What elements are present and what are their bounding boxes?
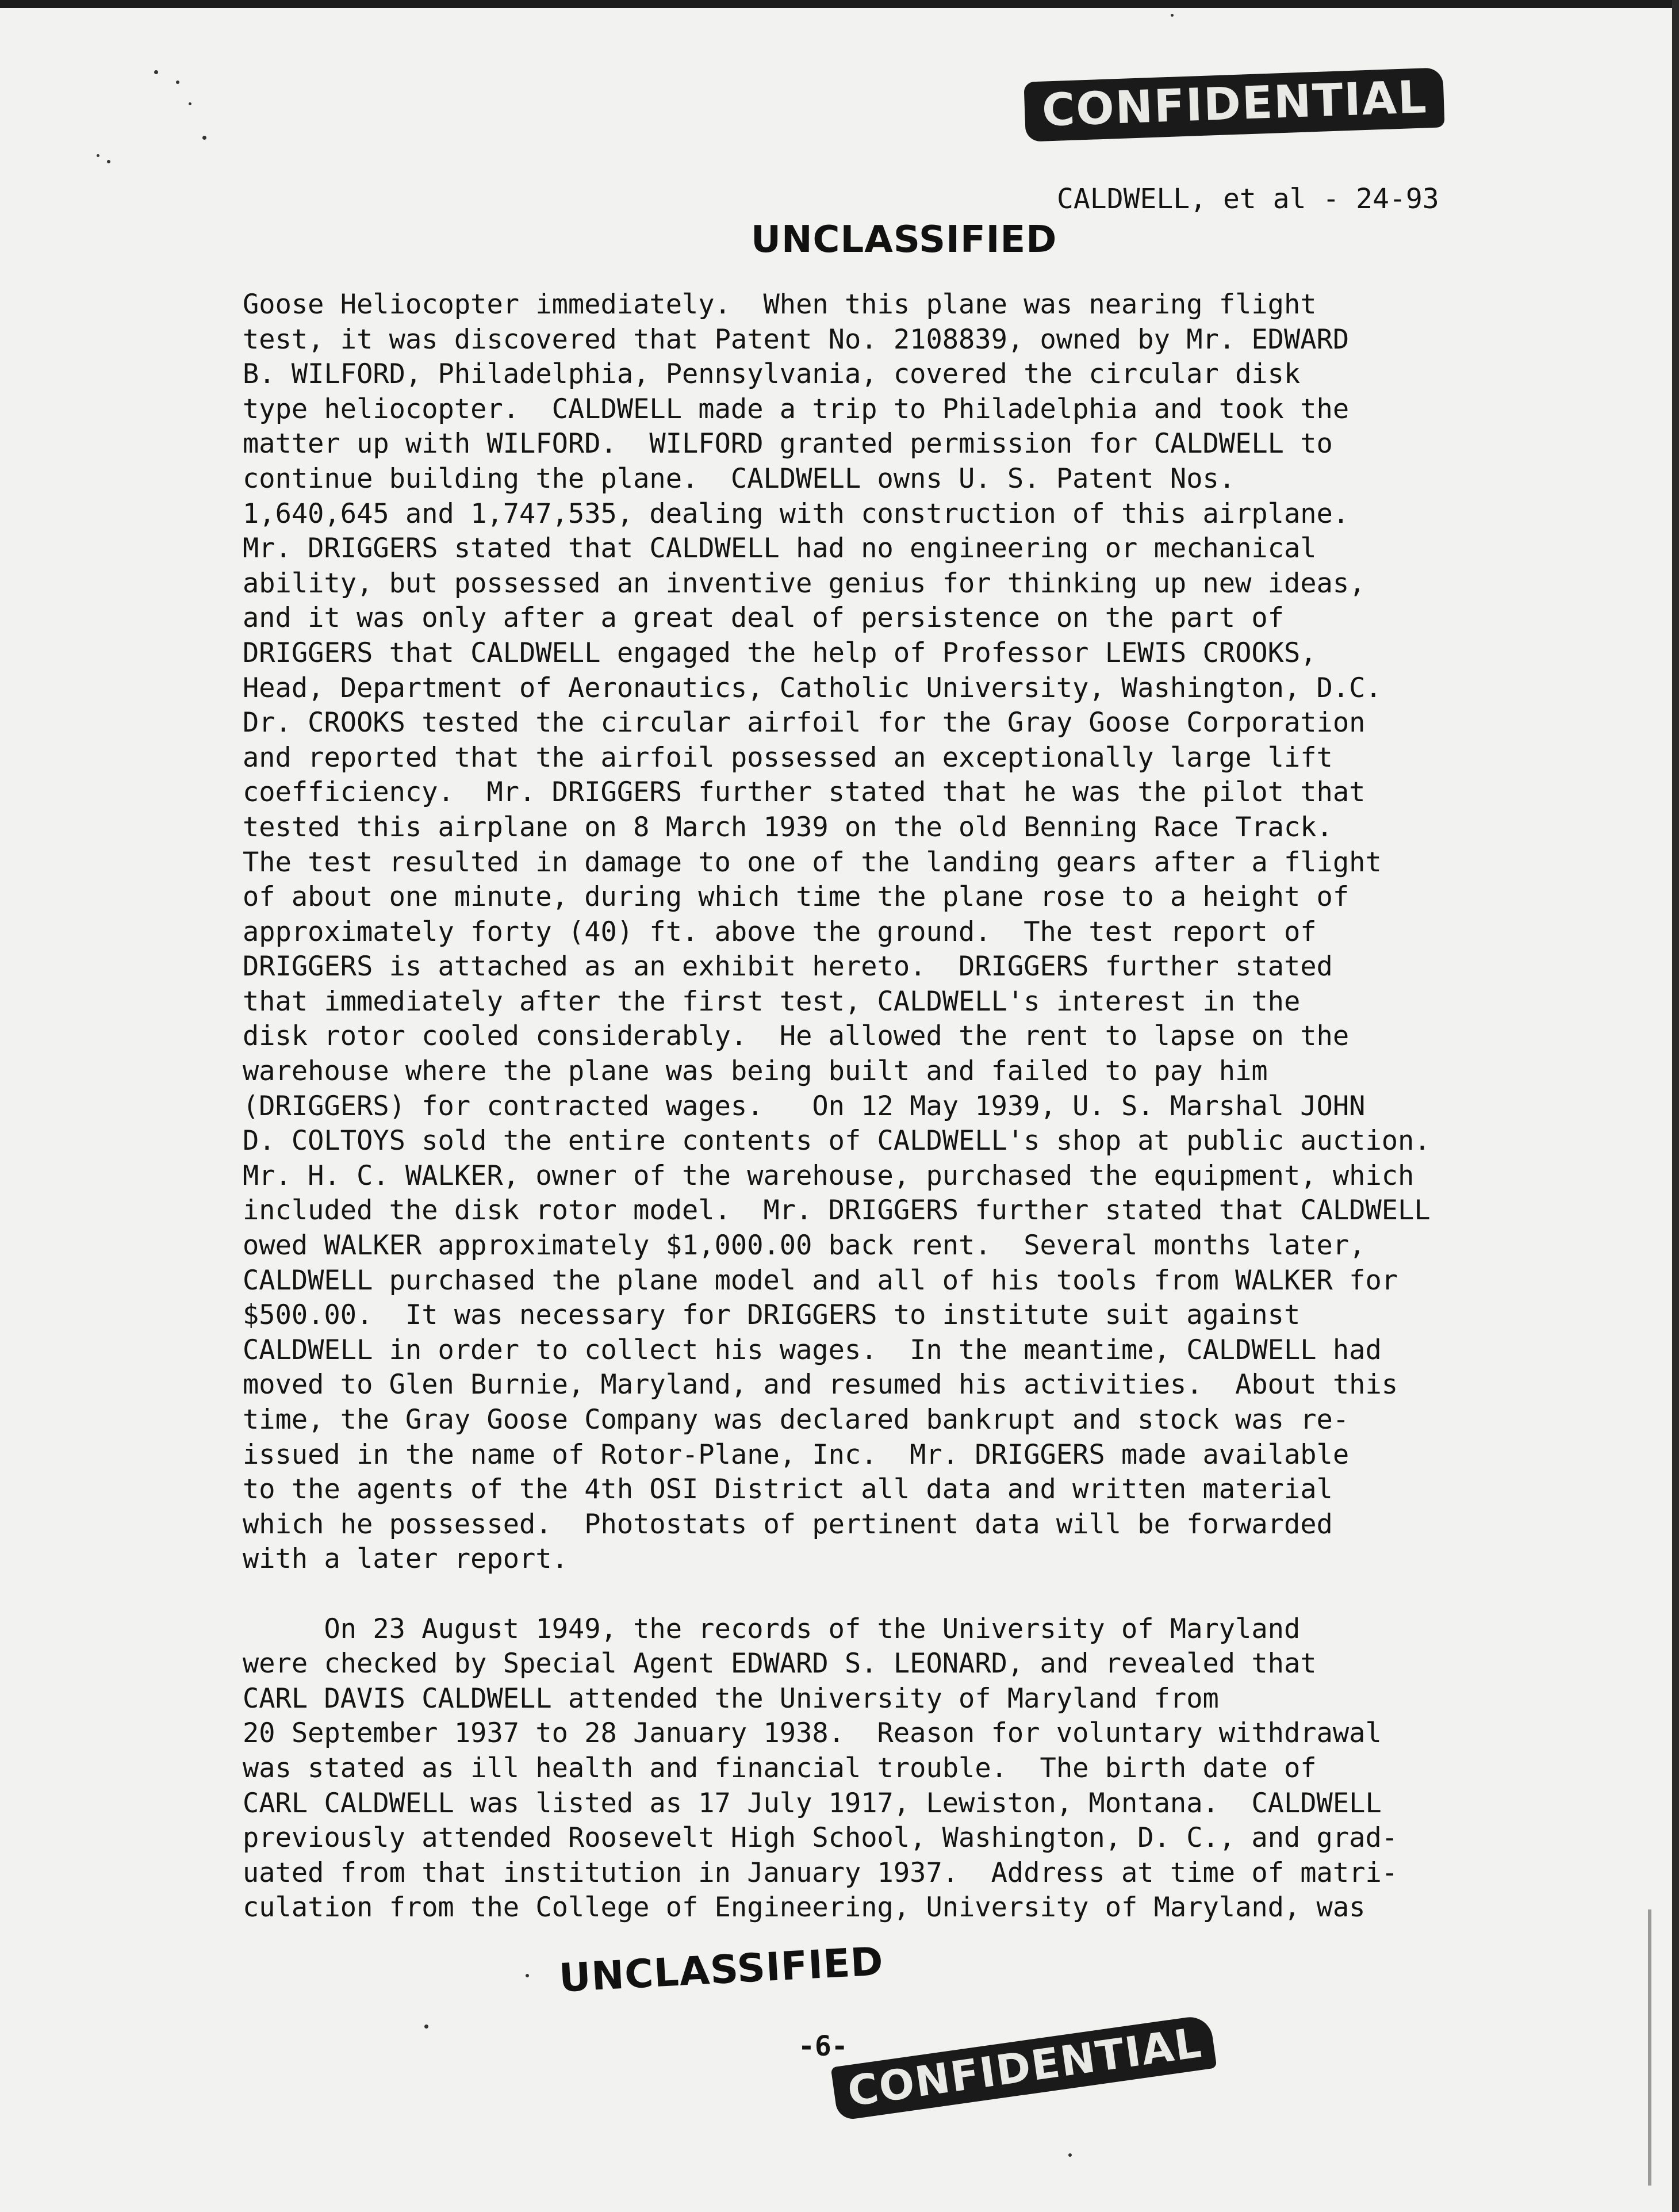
text-line: moved to Glen Burnie, Maryland, and resumed his activities. About this [243,1369,1398,1401]
scan-speck [97,154,99,157]
text-line: DRIGGERS is attached as an exhibit hereto. DRIGGERS further stated [243,951,1333,983]
scan-speck [189,102,191,105]
text-line: On 23 August 1949, the records of the University of Maryland [243,1613,1301,1645]
scan-top-edge [0,0,1679,8]
scan-speck [154,70,158,74]
scan-right-edge [1672,0,1679,2212]
text-line: DRIGGERS that CALDWELL engaged the help of Professor LEWIS CROOKS, [243,637,1317,669]
text-line: test, it was discovered that Patent No. 2108839, owned by Mr. EDWARD [243,323,1350,355]
unclassified-stamp-top: UNCLASSIFIED [751,219,1057,261]
text-line: previously attended Roosevelt High School, Washington, D. C., and grad- [243,1822,1398,1854]
text-line: was stated as ill health and financial trouble. The birth date of [243,1752,1317,1784]
scan-speck [1171,14,1174,17]
text-line: The test resulted in damage to one of the landing gears after a flight [243,846,1382,878]
text-line: type heliocopter. CALDWELL made a trip to Philadelphia and took the [243,393,1350,425]
confidential-stamp-bottom: CONFIDENTIAL [831,2014,1217,2121]
text-line: disk rotor cooled considerably. He allowed the rent to lapse on the [243,1020,1350,1053]
text-line: continue building the plane. CALDWELL owns U. S. Patent Nos. [243,462,1236,495]
scan-speck [526,1974,529,1977]
text-line: issued in the name of Rotor-Plane, Inc. Mr. DRIGGERS made available [243,1438,1350,1471]
text-line: included the disk rotor model. Mr. DRIGGERS further stated that CALDWELL [243,1195,1431,1227]
text-line: were checked by Special Agent EDWARD S. LEONARD, and revealed that [243,1648,1317,1680]
text-line: Mr. H. C. WALKER, owner of the warehouse, purchased the equipment, which [243,1159,1414,1192]
text-line: and it was only after a great deal of persistence on the part of [243,602,1284,634]
text-line: owed WALKER approximately $1,000.00 back rent. Several months later, [243,1230,1366,1262]
text-line: that immediately after the first test, CALDWELL's interest in the [243,985,1301,1017]
text-line: D. COLTOYS sold the entire contents of CALDWELL's shop at public auction. [243,1125,1431,1157]
text-line: 1,640,645 and 1,747,535, dealing with construction of this airplane. [243,497,1350,530]
text-line: which he possessed. Photostats of pertinent data will be forwarded [243,1508,1333,1540]
text-line: culation from the College of Engineering, University of Maryland, was [243,1892,1366,1924]
scan-margin-mark [1648,1909,1651,2186]
paragraph-2 [243,1612,1531,1926]
text-line: with a later report. [243,1543,568,1575]
text-line: uated from that institution in January 1937. Address at time of matri- [243,1857,1398,1889]
scan-speck [424,2025,428,2029]
scan-speck [107,160,110,163]
text-line: and reported that the airfoil possessed an exceptionally large lift [243,741,1333,774]
unclassified-stamp-bottom: UNCLASSIFIED [558,1939,885,2001]
page-number: -6- [798,2030,848,2062]
paragraph-spacer [243,1577,1531,1612]
scan-speck [202,136,206,140]
text-line: CALDWELL purchased the plane model and all of his tools from WALKER for [243,1264,1398,1296]
text-line: Goose Heliocopter immediately. When this plane was nearing flight [243,289,1317,320]
text-line: Dr. CROOKS tested the circular airfoil for the Gray Goose Corporation [243,707,1366,739]
text-line: (DRIGGERS) for contracted wages. On 12 May 1939, U. S. Marshal JOHN [243,1090,1366,1122]
confidential-stamp-top: CONFIDENTIAL [1023,67,1444,141]
text-line: approximately forty (40) ft. above the ground. The test report of [243,916,1317,948]
paragraph-1 [243,288,1531,1577]
text-line: time, the Gray Goose Company was declared bankrupt and stock was re- [243,1404,1350,1436]
text-line: Mr. DRIGGERS stated that CALDWELL had no engineering or mechanical [243,533,1317,565]
report-body [243,288,1531,1926]
text-line: $500.00. It was necessary for DRIGGERS to institute suit against [243,1299,1301,1331]
text-line: 20 September 1937 to 28 January 1938. Reason for voluntary withdrawal [243,1717,1382,1750]
scan-speck [1068,2153,1072,2157]
file-reference: CALDWELL, et al - 24-93 [1057,183,1439,215]
text-line: coefficiency. Mr. DRIGGERS further stated that he was the pilot that [243,776,1366,809]
text-line: matter up with WILFORD. WILFORD granted permission for CALDWELL to [243,428,1333,460]
text-line: of about one minute, during which time the plane rose to a height of [243,881,1350,913]
text-line: to the agents of the 4th OSI District all data and written material [243,1474,1333,1506]
text-line: tested this airplane on 8 March 1939 on the old Benning Race Track. [243,811,1333,843]
text-line: CARL DAVIS CALDWELL attended the University of Maryland from [243,1682,1219,1715]
text-line: B. WILFORD, Philadelphia, Pennsylvania, covered the circular disk [243,358,1301,391]
scan-speck [176,81,179,84]
text-line: CALDWELL in order to collect his wages. In the meantime, CALDWELL had [243,1334,1382,1366]
text-line: ability, but possessed an inventive genius for thinking up new ideas, [243,567,1366,599]
text-line: Head, Department of Aeronautics, Catholic University, Washington, D.C. [243,672,1382,704]
text-line: warehouse where the plane was being built and failed to pay him [243,1055,1268,1088]
text-line: CARL CALDWELL was listed as 17 July 1917, Lewiston, Montana. CALDWELL [243,1787,1382,1819]
